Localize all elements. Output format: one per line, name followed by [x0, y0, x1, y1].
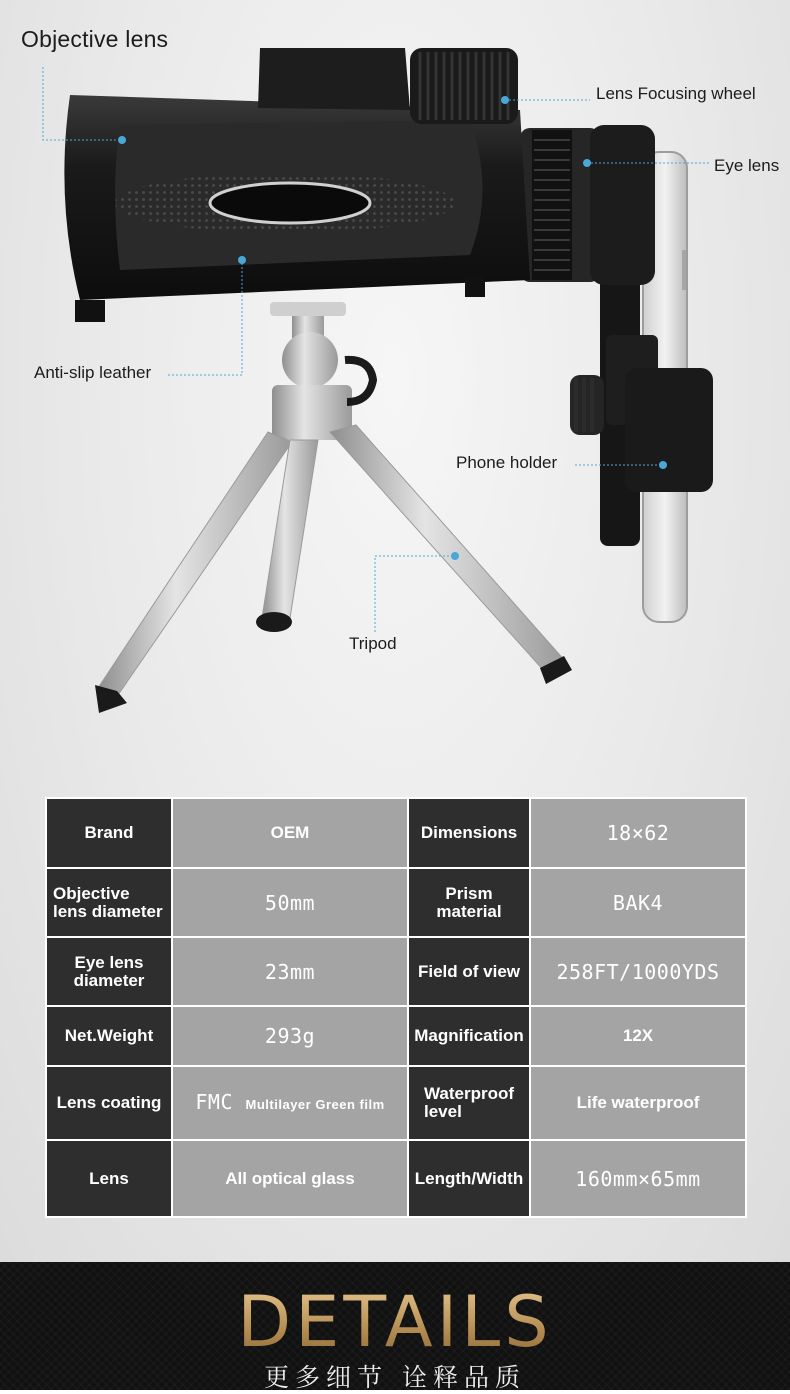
spec-value-length-width: 160mm×65mm — [530, 1140, 746, 1217]
spec-key-magnification: Magnification — [408, 1006, 530, 1066]
spec-key-dimensions: Dimensions — [408, 798, 530, 868]
callout-focus-wheel: Lens Focusing wheel — [596, 84, 756, 103]
focusing-wheel — [410, 48, 518, 124]
tripod — [95, 302, 572, 713]
spec-key-objective-lens-diameter — [46, 868, 172, 937]
callout-objective-lens: Objective lens — [21, 26, 169, 52]
details-subtitle: 更多细节 诠释品质 — [264, 1363, 526, 1392]
eyepiece — [520, 125, 655, 285]
spec-key-lens: Lens — [46, 1140, 172, 1217]
specifications-table — [45, 797, 747, 1218]
details-title: DETAILS — [0, 1284, 790, 1360]
spec-value-lens: All optical glass — [172, 1140, 408, 1217]
callout-anti-slip: Anti-slip leather — [34, 363, 152, 382]
table-row — [46, 868, 746, 937]
spec-key-eye-lens-diameter — [46, 937, 172, 1006]
spec-key-net-weight: Net.Weight — [46, 1006, 172, 1066]
spec-key-line: lens diameter — [53, 901, 163, 921]
spec-value-magnification: 12X — [530, 1006, 746, 1066]
spec-value-waterproof-level: Life waterproof — [530, 1066, 746, 1140]
spec-key-line: material — [436, 901, 502, 921]
spec-value-lens-coating — [172, 1066, 408, 1140]
table-row — [46, 1066, 746, 1140]
spec-key-prism-material — [408, 868, 530, 937]
spec-key-waterproof-level — [408, 1066, 530, 1140]
spec-key-line: Eye lens — [74, 952, 144, 972]
spec-key-line: level — [424, 1102, 462, 1121]
spec-value-note: Multilayer Green film — [245, 1096, 385, 1112]
callout-tripod: Tripod — [349, 634, 397, 653]
spec-key-line: Objective — [53, 883, 130, 903]
spec-value-field-of-view: 258FT/1000YDS — [530, 937, 746, 1006]
spec-value-dimensions: 18×62 — [530, 798, 746, 868]
spec-value-brand: OEM — [172, 798, 408, 868]
spec-key-length-width: Length/Width — [408, 1140, 530, 1217]
spec-key-brand: Brand — [46, 798, 172, 868]
spec-value-prism-material: BAK4 — [530, 868, 746, 937]
table-row — [46, 1006, 746, 1066]
callout-phone-holder: Phone holder — [456, 453, 558, 472]
phone-holder — [570, 270, 713, 546]
spec-key-line: Prism — [445, 883, 493, 903]
spec-value-net-weight: 293g — [172, 1006, 408, 1066]
spec-value-eye-lens-diameter: 23mm — [172, 937, 408, 1006]
details-banner — [0, 1262, 790, 1390]
table-row — [46, 798, 746, 868]
callout-eye-lens: Eye lens — [714, 156, 780, 175]
spec-key-lens-coating: Lens coating — [46, 1066, 172, 1140]
spec-key-field-of-view: Field of view — [408, 937, 530, 1006]
spec-key-line: diameter — [73, 970, 145, 990]
spec-key-line: Waterproof — [423, 1084, 515, 1103]
spec-value-objective-lens-diameter: 50mm — [172, 868, 408, 937]
spec-value-main: FMC — [195, 1089, 233, 1114]
table-row — [46, 1140, 746, 1217]
table-row — [46, 937, 746, 1006]
